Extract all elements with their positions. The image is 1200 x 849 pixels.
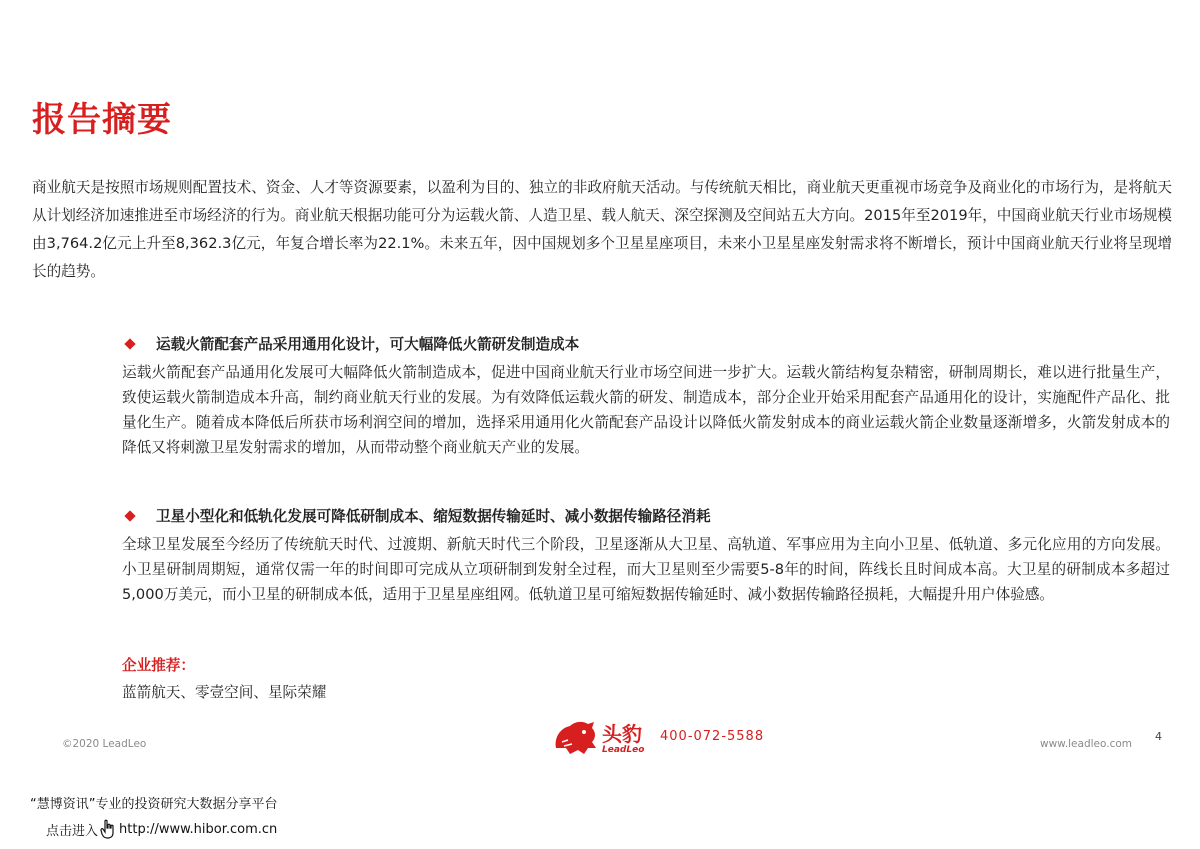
pointing-hand-icon [100, 819, 116, 839]
enter-label: 点击进入 [46, 823, 99, 839]
copyright: ©2020 LeadLeo [62, 738, 147, 750]
section-body-rocket: 运载火箭配套产品通用化发展可大幅降低火箭制造成本，促进中国商业航天行业市场空间进一步扩大。运载火箭结构复杂精密，研制周期长，难以进行批量生产，致使运载火箭制造成本升高，制约商业航天行业的发展。为有效降低运载火箭的研发、制造成本，部分企业开始采用配套产品通用化的设计，实施配件产品化、批量化生产。随着成本降低后所获市场利润空间的增加，选择采用通用化火箭配套产品设计以降低火箭发射成本的商业运载火箭企业数量逐渐增多，火箭发射成本的降低又将刺激卫星发射需求的增加，从而带动整个商业航天产业的发展。 [122, 364, 1170, 456]
hibor-url[interactable]: http://www.hibor.com.cn [119, 821, 278, 837]
section-heading-text: 运载火箭配套产品采用通用化设计，可大幅降低火箭研发制造成本 [156, 336, 580, 353]
logo-en-text: LeadLeo [602, 745, 645, 755]
leopard-logo-icon [552, 718, 598, 758]
hibor-tagline: “慧博资讯”专业的投资研究大数据分享平台 [30, 797, 278, 812]
section-heading-rocket [122, 333, 579, 354]
recommend-label: 企业推荐： [122, 657, 195, 674]
hotline-phone: 400-072-5588 [660, 729, 765, 744]
recommend-companies: 蓝箭航天、零壹空间、星际荣耀 [122, 684, 327, 701]
hibor-link-row[interactable] [46, 819, 277, 839]
website-link[interactable]: www.leadleo.com [1040, 738, 1132, 750]
logo-cn-text: 头豹 [602, 722, 642, 746]
leadleo-logo [552, 718, 644, 758]
section-body-satellite: 全球卫星发展至今经历了传统航天时代、过渡期、新航天时代三个阶段，卫星逐渐从大卫星、高轨道、军事应用为主向小卫星、低轨道、多元化应用的方向发展。小卫星研制周期短，通常仅需一年的时间即可完成从立项研制到发射全过程，而大卫星则至少需要5-8年的时间，阵线长且时间成本高。大卫星的研制成本多超过5,000万美元，而小卫星的研制成本低，适用于卫星星座组网。低轨道卫星可缩短数据传输延时、减小数据传输路径损耗，大幅提升用户体验感。 [122, 536, 1170, 603]
intro-paragraph: 商业航天是按照市场规则配置技术、资金、人才等资源要素，以盈利为目的、独立的非政府航天活动。与传统航天相比，商业航天更重视市场竞争及商业化的市场行为，是将航天从计划经济加速推进至市场经济的行为。商业航天根据功能可分为运载火箭、人造卫星、载人航天、深空探测及空间站五大方向。2015年至2019年，中国商业航天行业市场规模由3,764.2亿元上升至8,362.3亿元，年复合增长率为22.1%。未来五年，因中国规划多个卫星星座项目，未来小卫星星座发射需求将不断增长，预计中国商业航天行业将呈现增长的趋势。 [32, 179, 1172, 280]
page-number: 4 [1155, 730, 1162, 743]
bullet-diamond-icon [124, 338, 135, 349]
page-title: 报告摘要 [32, 100, 172, 140]
bullet-diamond-icon [124, 510, 135, 521]
section-heading-text: 卫星小型化和低轨化发展可降低研制成本、缩短数据传输延时、减小数据传输路径消耗 [156, 508, 711, 525]
section-heading-satellite [122, 505, 711, 526]
